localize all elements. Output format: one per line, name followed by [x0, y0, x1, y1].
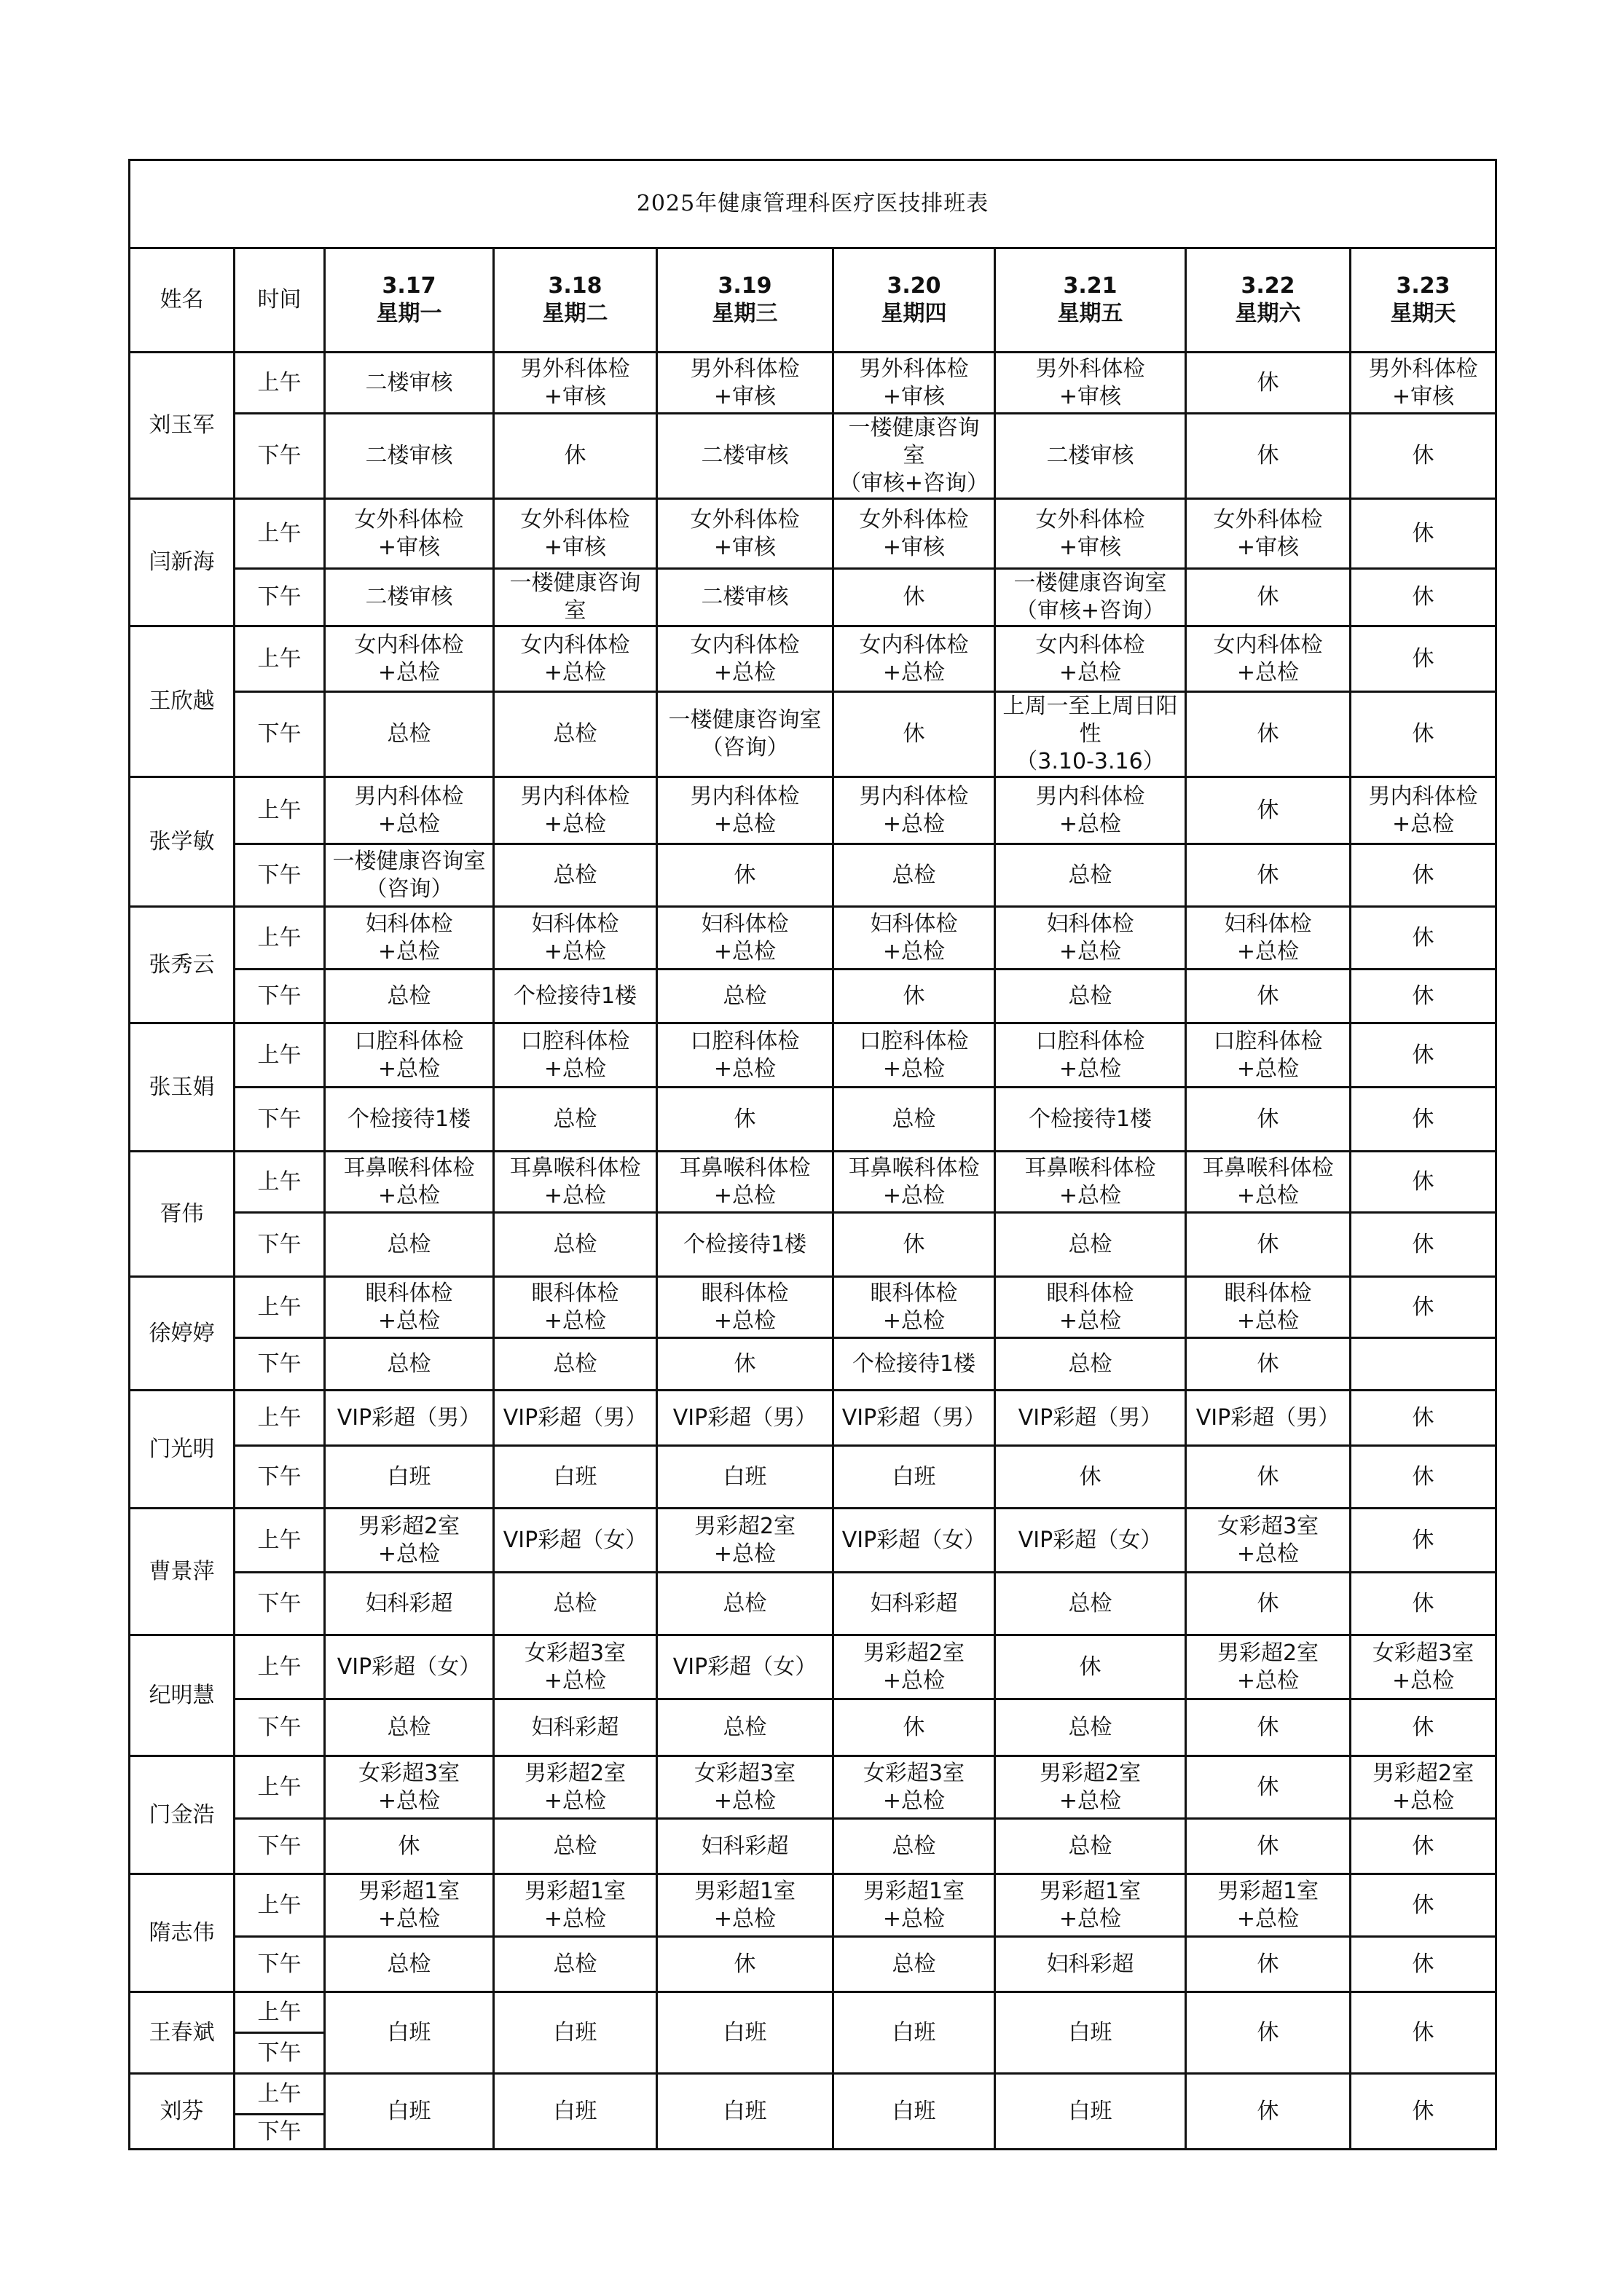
schedule-cell: 妇科体检 +总检 — [325, 907, 494, 970]
schedule-cell: 总检 — [325, 970, 494, 1023]
schedule-cell: 总检 — [494, 1573, 657, 1635]
schedule-cell — [1351, 1338, 1496, 1391]
period-label: 下午 — [235, 844, 325, 907]
schedule-cell: 白班 — [657, 1446, 833, 1509]
schedule-cell: 休 — [995, 1635, 1186, 1699]
page-title: 2025年健康管理科医疗医技排班表 — [130, 160, 1496, 248]
staff-row-pm — [130, 970, 1496, 1023]
schedule-cell: 休 — [1351, 569, 1496, 626]
staff-row-pm — [130, 1699, 1496, 1756]
schedule-cell: 女外科体检 +审核 — [657, 499, 833, 569]
schedule-cell: 一楼健康咨询 室 — [494, 569, 657, 626]
schedule-cell: 休 — [657, 1338, 833, 1391]
schedule-cell: 妇科彩超 — [494, 1699, 657, 1756]
schedule-cell: 女彩超3室 +总检 — [1186, 1509, 1351, 1573]
schedule-cell: 妇科彩超 — [657, 1819, 833, 1874]
schedule-cell: VIP彩超（女） — [833, 1509, 995, 1573]
schedule-cell: VIP彩超（男） — [325, 1391, 494, 1446]
staff-row-pm — [130, 1088, 1496, 1152]
staff-name: 胥伟 — [130, 1152, 235, 1277]
schedule-cell: VIP彩超（男） — [1186, 1391, 1351, 1446]
schedule-cell: 总检 — [833, 844, 995, 907]
schedule-cell: 男彩超2室 +总检 — [833, 1635, 995, 1699]
schedule-cell: 女内科体检 +总检 — [494, 626, 657, 692]
schedule-cell: 男外科体检 +审核 — [833, 353, 995, 414]
schedule-cell: 总检 — [494, 1937, 657, 1992]
period-label: 下午 — [235, 1937, 325, 1992]
period-label: 上午 — [235, 1277, 325, 1338]
period-label: 下午 — [235, 414, 325, 499]
period-label: 上午 — [235, 2074, 325, 2115]
schedule-cell: 休 — [1351, 1509, 1496, 1573]
staff-row-pm — [130, 569, 1496, 626]
schedule-cell: 休 — [1351, 1992, 1496, 2074]
schedule-cell: 白班 — [325, 2074, 494, 2150]
schedule-cell: 休 — [833, 692, 995, 777]
schedule-cell: 一楼健康咨询室 （咨询） — [325, 844, 494, 907]
period-label: 下午 — [235, 569, 325, 626]
period-label: 下午 — [235, 1338, 325, 1391]
staff-row-am — [130, 499, 1496, 569]
period-label: 下午 — [235, 1088, 325, 1152]
period-label: 上午 — [235, 1635, 325, 1699]
period-label: 上午 — [235, 1756, 325, 1819]
schedule-cell: 总检 — [833, 1937, 995, 1992]
period-label: 上午 — [235, 499, 325, 569]
staff-row-pm — [130, 1338, 1496, 1391]
schedule-cell: 总检 — [995, 1573, 1186, 1635]
schedule-cell: 休 — [1186, 970, 1351, 1023]
staff-row-pm — [130, 1573, 1496, 1635]
schedule-cell: 男彩超1室 +总检 — [325, 1874, 494, 1937]
period-label: 上午 — [235, 777, 325, 844]
schedule-cell: 总检 — [657, 1573, 833, 1635]
period-label: 下午 — [235, 2033, 325, 2074]
header-name: 姓名 — [130, 248, 235, 353]
schedule-cell: 口腔科体检 +总检 — [657, 1023, 833, 1088]
schedule-cell: VIP彩超（女） — [494, 1509, 657, 1573]
schedule-cell: 休 — [833, 1213, 995, 1277]
schedule-cell: 男内科体检 +总检 — [995, 777, 1186, 844]
schedule-cell: 休 — [1186, 777, 1351, 844]
schedule-cell: 二楼审核 — [325, 569, 494, 626]
schedule-cell: 白班 — [995, 2074, 1186, 2150]
schedule-cell: 总检 — [325, 692, 494, 777]
staff-name: 刘玉军 — [130, 353, 235, 499]
schedule-cell: 一楼健康咨询室 （咨询） — [657, 692, 833, 777]
schedule-cell: 白班 — [995, 1992, 1186, 2074]
schedule-cell: VIP彩超（女） — [325, 1635, 494, 1699]
schedule-cell: 休 — [494, 414, 657, 499]
schedule-cell: 休 — [1186, 844, 1351, 907]
schedule-cell: 女内科体检 +总检 — [1186, 626, 1351, 692]
schedule-cell: 总检 — [494, 1338, 657, 1391]
schedule-cell: 女彩超3室 +总检 — [325, 1756, 494, 1819]
schedule-cell: 男内科体检 +总检 — [833, 777, 995, 844]
schedule-cell: 总检 — [995, 1819, 1186, 1874]
schedule-cell: 白班 — [657, 1992, 833, 2074]
schedule-cell: 休 — [657, 1088, 833, 1152]
schedule-cell: 男彩超1室 +总检 — [494, 1874, 657, 1937]
schedule-cell: 男彩超2室 +总检 — [325, 1509, 494, 1573]
staff-row-am — [130, 1992, 1496, 2033]
schedule-cell: 总检 — [494, 844, 657, 907]
schedule-cell: VIP彩超（男） — [833, 1391, 995, 1446]
schedule-cell: 耳鼻喉科体检 +总检 — [833, 1152, 995, 1213]
schedule-cell: 总检 — [995, 1213, 1186, 1277]
staff-name: 门金浩 — [130, 1756, 235, 1874]
staff-row-pm — [130, 1819, 1496, 1874]
schedule-cell: 一楼健康咨询室 （审核+咨询） — [995, 569, 1186, 626]
schedule-cell: 一楼健康咨询 室 （审核+咨询） — [833, 414, 995, 499]
staff-row-am — [130, 1391, 1496, 1446]
period-label: 上午 — [235, 353, 325, 414]
staff-name: 曹景萍 — [130, 1509, 235, 1635]
staff-row-pm — [130, 1937, 1496, 1992]
roster-sheet — [128, 159, 1495, 2150]
schedule-cell: 眼科体检 +总检 — [657, 1277, 833, 1338]
schedule-cell: 眼科体检 +总检 — [833, 1277, 995, 1338]
schedule-cell: 口腔科体检 +总检 — [325, 1023, 494, 1088]
schedule-cell: 男彩超2室 +总检 — [1186, 1635, 1351, 1699]
period-label: 上午 — [235, 1509, 325, 1573]
schedule-cell: 女外科体检 +审核 — [1186, 499, 1351, 569]
staff-row-pm — [130, 1446, 1496, 1509]
schedule-cell: 上周一至上周日阳性 （3.10-3.16） — [995, 692, 1186, 777]
period-label: 上午 — [235, 626, 325, 692]
schedule-cell: 女外科体检 +审核 — [494, 499, 657, 569]
period-label: 下午 — [235, 1819, 325, 1874]
schedule-cell: 休 — [325, 1819, 494, 1874]
schedule-cell: 女内科体检 +总检 — [657, 626, 833, 692]
schedule-cell: 眼科体检 +总检 — [1186, 1277, 1351, 1338]
staff-name: 纪明慧 — [130, 1635, 235, 1756]
period-label: 上午 — [235, 1874, 325, 1937]
schedule-cell: 眼科体检 +总检 — [995, 1277, 1186, 1338]
schedule-cell: 休 — [1351, 1937, 1496, 1992]
schedule-cell: 男彩超2室 +总检 — [1351, 1756, 1496, 1819]
schedule-cell: 口腔科体检 +总检 — [833, 1023, 995, 1088]
schedule-cell: 休 — [1186, 1573, 1351, 1635]
schedule-cell: 总检 — [995, 1699, 1186, 1756]
schedule-cell: 眼科体检 +总检 — [494, 1277, 657, 1338]
schedule-cell: 休 — [657, 1937, 833, 1992]
staff-name: 门光明 — [130, 1391, 235, 1509]
schedule-cell: 男外科体检 +审核 — [494, 353, 657, 414]
schedule-cell: 休 — [1186, 1446, 1351, 1509]
period-label: 下午 — [235, 970, 325, 1023]
schedule-cell: 个检接待1楼 — [325, 1088, 494, 1152]
staff-row-am — [130, 2074, 1496, 2115]
staff-name: 王欣越 — [130, 626, 235, 777]
schedule-cell: 眼科体检 +总检 — [325, 1277, 494, 1338]
schedule-cell: 男彩超1室 +总检 — [995, 1874, 1186, 1937]
schedule-cell: 休 — [1351, 1023, 1496, 1088]
schedule-cell: 个检接待1楼 — [494, 970, 657, 1023]
period-label: 下午 — [235, 2115, 325, 2150]
schedule-cell: 耳鼻喉科体检 +总检 — [1186, 1152, 1351, 1213]
schedule-cell: 休 — [1186, 692, 1351, 777]
schedule-cell: 休 — [1186, 569, 1351, 626]
schedule-cell: 男内科体检 +总检 — [1351, 777, 1496, 844]
schedule-cell: VIP彩超（男） — [657, 1391, 833, 1446]
schedule-cell: 休 — [1186, 414, 1351, 499]
schedule-cell: 休 — [833, 1699, 995, 1756]
schedule-cell: 妇科体检 +总检 — [494, 907, 657, 970]
schedule-cell: 总检 — [325, 1213, 494, 1277]
staff-row-am — [130, 907, 1496, 970]
staff-row-am — [130, 1023, 1496, 1088]
schedule-cell: 白班 — [833, 1992, 995, 2074]
schedule-cell: 休 — [1351, 626, 1496, 692]
staff-row-am — [130, 777, 1496, 844]
schedule-cell: 休 — [1186, 1213, 1351, 1277]
schedule-cell: 总检 — [494, 1213, 657, 1277]
schedule-cell: 妇科彩超 — [995, 1937, 1186, 1992]
schedule-cell: 女彩超3室 +总检 — [1351, 1635, 1496, 1699]
schedule-cell: 男内科体检 +总检 — [657, 777, 833, 844]
header-day: 3.23 星期天 — [1351, 248, 1496, 353]
schedule-cell: 耳鼻喉科体检 +总检 — [325, 1152, 494, 1213]
schedule-cell: 男彩超2室 +总检 — [657, 1509, 833, 1573]
period-label: 上午 — [235, 1023, 325, 1088]
schedule-cell: 妇科彩超 — [325, 1573, 494, 1635]
schedule-cell: 总检 — [833, 1088, 995, 1152]
schedule-cell: 耳鼻喉科体检 +总检 — [657, 1152, 833, 1213]
roster-table — [128, 159, 1497, 2150]
schedule-cell: 休 — [1351, 1446, 1496, 1509]
schedule-cell: 总检 — [995, 1338, 1186, 1391]
staff-name: 闫新海 — [130, 499, 235, 626]
schedule-cell: 女彩超3室 +总检 — [657, 1756, 833, 1819]
staff-row-pm — [130, 844, 1496, 907]
schedule-cell: 男内科体检 +总检 — [494, 777, 657, 844]
header-time: 时间 — [235, 248, 325, 353]
schedule-cell: 休 — [1186, 1338, 1351, 1391]
schedule-cell: 总检 — [325, 1937, 494, 1992]
schedule-cell: 休 — [1351, 907, 1496, 970]
schedule-cell: 男彩超1室 +总检 — [833, 1874, 995, 1937]
staff-name: 张学敏 — [130, 777, 235, 907]
schedule-cell: 总检 — [325, 1338, 494, 1391]
schedule-cell: 休 — [1351, 1819, 1496, 1874]
schedule-cell: 男彩超2室 +总检 — [995, 1756, 1186, 1819]
staff-row-pm — [130, 414, 1496, 499]
schedule-cell: 白班 — [325, 1446, 494, 1509]
staff-row-am — [130, 1152, 1496, 1213]
staff-row-pm — [130, 1213, 1496, 1277]
schedule-cell: 女外科体检 +审核 — [833, 499, 995, 569]
schedule-cell: 总检 — [657, 1699, 833, 1756]
schedule-cell: 休 — [1186, 1819, 1351, 1874]
schedule-cell: 个检接待1楼 — [833, 1338, 995, 1391]
period-label: 上午 — [235, 907, 325, 970]
schedule-cell: 妇科体检 +总检 — [995, 907, 1186, 970]
staff-row-am — [130, 1874, 1496, 1937]
schedule-cell: 白班 — [494, 2074, 657, 2150]
staff-name: 张秀云 — [130, 907, 235, 1023]
staff-name: 徐婷婷 — [130, 1277, 235, 1391]
header-day: 3.20 星期四 — [833, 248, 995, 353]
schedule-cell: 总检 — [494, 1088, 657, 1152]
schedule-cell: 总检 — [494, 692, 657, 777]
schedule-cell: 休 — [1186, 1756, 1351, 1819]
staff-name: 张玉娟 — [130, 1023, 235, 1152]
schedule-cell: 休 — [1351, 844, 1496, 907]
schedule-cell: 白班 — [325, 1992, 494, 2074]
schedule-cell: 总检 — [833, 1819, 995, 1874]
period-label: 下午 — [235, 1573, 325, 1635]
period-label: 下午 — [235, 1446, 325, 1509]
schedule-cell: 耳鼻喉科体检 +总检 — [494, 1152, 657, 1213]
header-day: 3.22 星期六 — [1186, 248, 1351, 353]
schedule-cell: VIP彩超（男） — [995, 1391, 1186, 1446]
schedule-cell: 男外科体检 +审核 — [657, 353, 833, 414]
schedule-cell: 妇科体检 +总检 — [833, 907, 995, 970]
staff-row-am — [130, 1277, 1496, 1338]
schedule-cell: 二楼审核 — [995, 414, 1186, 499]
schedule-cell: 男彩超1室 +总检 — [1186, 1874, 1351, 1937]
schedule-cell: 休 — [1351, 499, 1496, 569]
schedule-cell: 白班 — [833, 1446, 995, 1509]
schedule-cell: 妇科体检 +总检 — [657, 907, 833, 970]
schedule-cell: 总检 — [995, 844, 1186, 907]
schedule-cell: 休 — [1186, 1992, 1351, 2074]
schedule-cell: 休 — [1186, 1088, 1351, 1152]
schedule-cell: 二楼审核 — [657, 414, 833, 499]
schedule-cell: 白班 — [494, 1446, 657, 1509]
schedule-cell: 耳鼻喉科体检 +总检 — [995, 1152, 1186, 1213]
schedule-cell: 二楼审核 — [325, 353, 494, 414]
staff-row-am — [130, 353, 1496, 414]
schedule-cell: 白班 — [833, 2074, 995, 2150]
schedule-cell: 男外科体检 +审核 — [995, 353, 1186, 414]
period-label: 上午 — [235, 1992, 325, 2033]
staff-row-pm — [130, 692, 1496, 777]
schedule-cell: 妇科彩超 — [833, 1573, 995, 1635]
schedule-cell: VIP彩超（女） — [995, 1509, 1186, 1573]
header-day: 3.19 星期三 — [657, 248, 833, 353]
staff-row-am — [130, 626, 1496, 692]
schedule-cell: 休 — [1186, 2074, 1351, 2150]
staff-row-am — [130, 1635, 1496, 1699]
schedule-cell: 休 — [1351, 1699, 1496, 1756]
schedule-cell: 休 — [833, 970, 995, 1023]
schedule-cell: 男彩超2室 +总检 — [494, 1756, 657, 1819]
schedule-cell: 口腔科体检 +总检 — [995, 1023, 1186, 1088]
schedule-cell: 男彩超1室 +总检 — [657, 1874, 833, 1937]
schedule-cell: 男外科体检 +审核 — [1351, 353, 1496, 414]
schedule-cell: 休 — [1351, 2074, 1496, 2150]
schedule-cell: 休 — [1351, 1088, 1496, 1152]
schedule-cell: 休 — [1351, 970, 1496, 1023]
schedule-cell: 休 — [657, 844, 833, 907]
schedule-cell: 总检 — [494, 1819, 657, 1874]
schedule-cell: 休 — [1186, 353, 1351, 414]
period-label: 下午 — [235, 1213, 325, 1277]
header-row — [130, 248, 1496, 353]
schedule-cell: 休 — [1351, 1213, 1496, 1277]
schedule-cell: 总检 — [325, 1699, 494, 1756]
schedule-cell: 休 — [1186, 1699, 1351, 1756]
schedule-cell: 白班 — [657, 2074, 833, 2150]
schedule-cell: 口腔科体检 +总检 — [1186, 1023, 1351, 1088]
schedule-cell: 二楼审核 — [657, 569, 833, 626]
schedule-cell: 女外科体检 +审核 — [995, 499, 1186, 569]
period-label: 下午 — [235, 1699, 325, 1756]
schedule-cell: 总检 — [657, 970, 833, 1023]
schedule-cell: 妇科体检 +总检 — [1186, 907, 1351, 970]
schedule-cell: 总检 — [995, 970, 1186, 1023]
schedule-cell: 休 — [1351, 1152, 1496, 1213]
schedule-cell: 女外科体检 +审核 — [325, 499, 494, 569]
schedule-cell: 休 — [1351, 414, 1496, 499]
schedule-cell: 休 — [1186, 1937, 1351, 1992]
schedule-cell: 休 — [833, 569, 995, 626]
schedule-cell: VIP彩超（女） — [657, 1635, 833, 1699]
schedule-cell: 女内科体检 +总检 — [995, 626, 1186, 692]
schedule-cell: 女彩超3室 +总检 — [833, 1756, 995, 1819]
header-day: 3.21 星期五 — [995, 248, 1186, 353]
schedule-cell: 休 — [1351, 1277, 1496, 1338]
staff-name: 刘芬 — [130, 2074, 235, 2150]
period-label: 上午 — [235, 1391, 325, 1446]
staff-name: 王春斌 — [130, 1992, 235, 2074]
period-label: 上午 — [235, 1152, 325, 1213]
staff-row-am — [130, 1509, 1496, 1573]
header-day: 3.18 星期二 — [494, 248, 657, 353]
schedule-cell: 个检接待1楼 — [995, 1088, 1186, 1152]
schedule-cell: 白班 — [494, 1992, 657, 2074]
header-day: 3.17 星期一 — [325, 248, 494, 353]
schedule-cell: 休 — [1351, 1573, 1496, 1635]
schedule-cell: 女内科体检 +总检 — [833, 626, 995, 692]
schedule-cell: 二楼审核 — [325, 414, 494, 499]
schedule-cell: 休 — [1351, 692, 1496, 777]
schedule-cell: 口腔科体检 +总检 — [494, 1023, 657, 1088]
schedule-cell: 女彩超3室 +总检 — [494, 1635, 657, 1699]
schedule-cell: 个检接待1楼 — [657, 1213, 833, 1277]
staff-name: 隋志伟 — [130, 1874, 235, 1992]
schedule-cell: 休 — [1351, 1391, 1496, 1446]
schedule-cell: 休 — [1351, 1874, 1496, 1937]
period-label: 下午 — [235, 692, 325, 777]
schedule-cell: 休 — [995, 1446, 1186, 1509]
schedule-cell: 男内科体检 +总检 — [325, 777, 494, 844]
staff-row-am — [130, 1756, 1496, 1819]
schedule-cell: 女内科体检 +总检 — [325, 626, 494, 692]
schedule-cell: VIP彩超（男） — [494, 1391, 657, 1446]
